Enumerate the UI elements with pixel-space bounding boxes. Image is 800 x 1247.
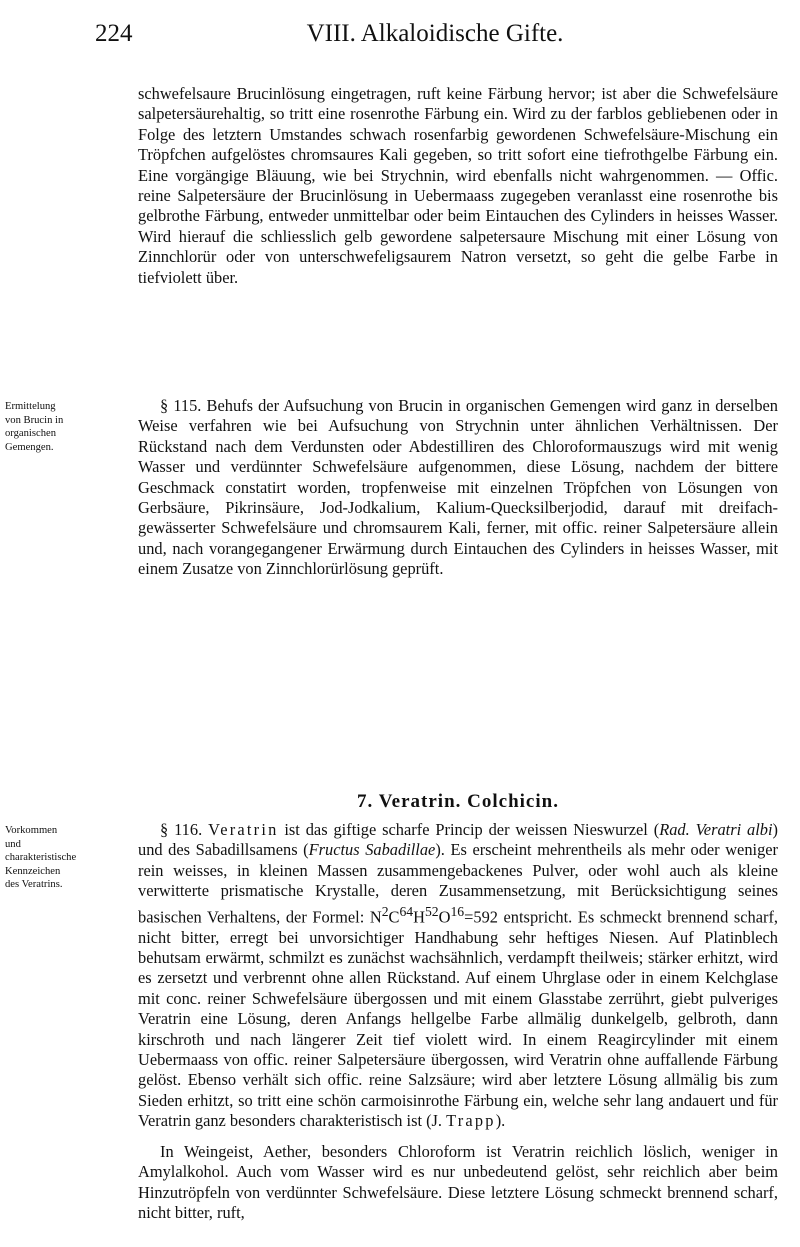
- paragraph-solubility: In Weingeist, Aether, besonders Chloroform ist Veratrin reichlich löslich, weniger in Amylalkohol. Auch vom Wasser wird es nur unbedeutend gelöst, sehr reichlich aber beim Hinzutröpfeln von verdünnter Schwefelsäure. Diese letztere Lösung schmeckt brennend scharf, nicht bitter, ruft,: [138, 1142, 778, 1223]
- latin-rad-veratri: Rad. Veratri albi: [659, 820, 773, 839]
- page-number: 224: [95, 20, 133, 47]
- section-116-number: § 116.: [160, 820, 203, 839]
- term-veratrin: Veratrin: [208, 820, 279, 839]
- formula-sup-o: 16: [450, 903, 465, 919]
- paragraph-brucin-reactions: schwefelsaure Brucinlösung eingetragen, ruft keine Färbung hervor; ist aber die Schwefelsäure salpetersäurehaltig, so tritt eine rosenrothe Färbung ein. Wird zu der farblos gebliebenen oder in Folge des letztern Umstandes schwach rosenfarbig gewordenen Schwefelsäure-Mischung ein Tröpfchen aufgelöstes chromsaures Kali gegeben, so tritt sofort eine tiefrothgelbe Färbung ein. Eine vorgängige Bläuung, wie bei Strychnin, wird ebenfalls nicht wahrgenommen. — Offic. reine Salpetersäure der Brucinlösung in Uebermaass zugegeben veranlasst eine rosenrothe bis gelbrothe Färbung, entweder unmittelbar oder beim Eintauchen des Cylinders in heisses Wasser. Wird hierauf die schliesslich gelb gewordene salpetersaure Mischung mit einer Lösung von Zinnchlorür oder von unterschwefeligsaurem Natron versetzt, so geht die gelbe Farbe in tiefviolett über.: [138, 84, 778, 287]
- formula-sup-h: 52: [424, 903, 439, 919]
- formula-sup-n: 2: [381, 903, 389, 919]
- paragraph-section-116: § 116. Veratrin ist das giftige scharfe Princip der weissen Nieswurzel (Rad. Veratri albi) und des Sabadillsamens (Fructus Sabadillae). Es erscheint mehrentheils als mehr oder weniger rein weisses, in kleinen Massen zusammengebackenes Pulver, oder wohl auch als kleine verwitterte prismatische Krystalle, deren Zusammensetzung, mit Berücksichtigung seines basischen Verhaltens, der Formel: $N^2C^{64}H^{52}O^{16}=592$ entspricht. Es schmeckt brennend scharf, nicht bitter, erregt bei unvorsichtiger Handhabung sehr heftiges Niesen. Auf Platinblech behutsam erwärmt, schmilzt es zunächst wachsähnlich, verdampft theilweis; stärker erhitzt, wird es zersetzt und verbrennt ohne allen Rückstand. Auf einem Uhrglase oder in einem Kelchglase mit conc. reiner Schwefelsäure übergossen und mit einem Glasstabe zerrührt, giebt pulveriges Veratrin eine Lösung, deren Anfangs hellgelbe Farbe allmälig dunkelgelb, gelbroth, dann kirschroth und nach längerer Zeit tief violett wird. In einem Reagircylinder mit einem Uebermaass von offic. reiner Salpetersäure übergossen, wird Veratrin ohne auffallende Färbung gelöst. Ebenso verhält sich offic. reine Salzsäure; wird aber letztere Lösung allmälig bis zum Sieden erhitzt, so tritt eine schön carmoisinrothe Färbung ein, welche sehr lang andauert und für Veratrin ganz besonders charakteristisch ist (J. Trapp).: [138, 820, 779, 1131]
- running-title: VIII. Alkaloidische Gifte.: [306, 20, 564, 47]
- latin-fructus-sabadillae: Fructus Sabadillae: [308, 840, 436, 860]
- margin-note-veratrin: Vorkommen und charakteristische Kennzeichen des Veratrins.: [5, 825, 77, 891]
- margin-note-brucin: Ermittelung von Brucin in organischen Gemengen.: [5, 401, 64, 453]
- page-header: [95, 20, 775, 60]
- section-heading: 7. Veratrin. Colchicin.: [357, 791, 559, 812]
- author-trapp: Trapp: [446, 1111, 496, 1131]
- paragraph-section-115: § 115. Behufs der Aufsuchung von Brucin in organischen Gemengen wird ganz in derselben Weise verfahren wie bei Aufsuchung von Strychnin unter ähnlichen Verhältnissen. Der Rückstand nach dem Verdunsten oder Abdestilliren des Chloroformauszugs wird mit wenig Wasser und verdünnter Schwefelsäure aufgenommen, diese Lösung, nachdem der bittere Geschmack constatirt worden, tropfenweise mit einzelnen Tröpfchen von Lösungen von Gerbsäure, Pikrinsäure, Jod-Jodkalium, Kalium-Quecksilberjodid, darauf mit dreifach-gewässerter Schwefelsäure und chromsaurem Kali, ferner, mit offic. reiner Salpetersäure allein und, nach vorangegangener Erwärmung durch Eintauchen des Cylinders in heisses Wasser, mit einem Zusatze von Zinnchlorürlösung geprüft.: [138, 396, 778, 579]
- formula-sup-c: 64: [399, 903, 414, 919]
